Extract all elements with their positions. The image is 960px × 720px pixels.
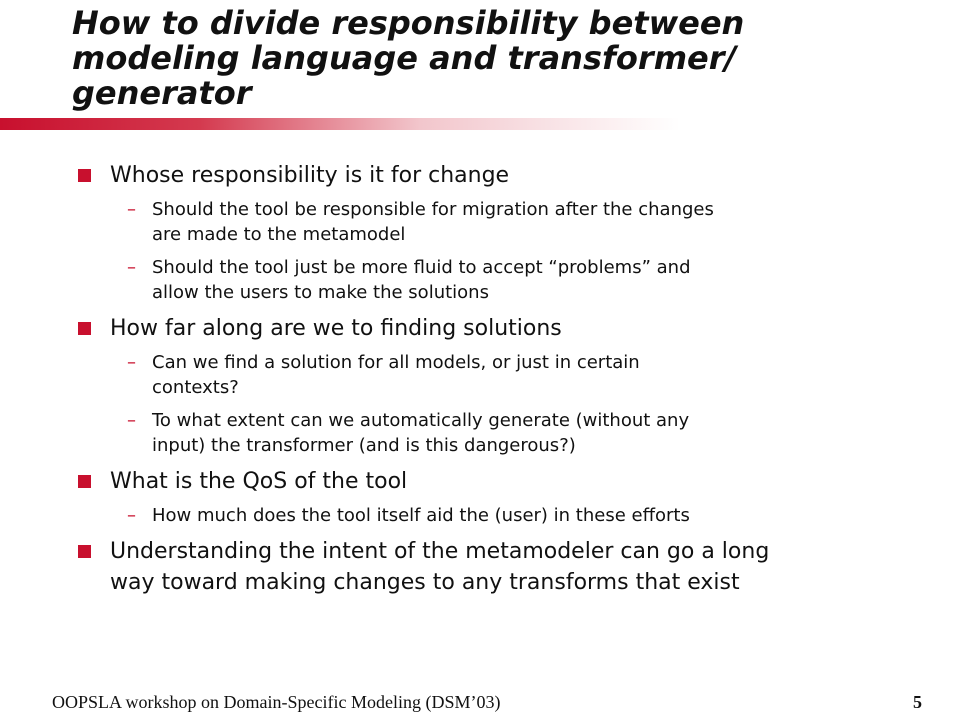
bullet-item <box>0 536 960 598</box>
bullet-list <box>0 160 960 604</box>
sub-bullet-item <box>0 408 960 458</box>
sub-bullet-text: allow the users to make the solutions <box>152 282 489 303</box>
bullet-text: Understanding the intent of the metamodeler can go a long <box>110 539 770 564</box>
sub-bullet-text: input) the transformer (and is this dangerous?) <box>152 435 576 456</box>
square-bullet-icon <box>78 475 91 488</box>
bullet-text: How far along are we to finding solutions <box>110 316 562 341</box>
bullet-item <box>0 313 960 344</box>
bullet-item <box>0 466 960 497</box>
square-bullet-icon <box>78 322 91 335</box>
square-bullet-icon <box>78 169 91 182</box>
sub-bullet-item <box>0 197 960 247</box>
sub-bullet-text: contexts? <box>152 377 239 398</box>
sub-bullet-text: are made to the metamodel <box>152 224 406 245</box>
sub-bullet-text: Should the tool be responsible for migration after the changes <box>152 199 714 220</box>
dash-bullet-icon: – <box>127 199 136 220</box>
slide-title <box>72 6 932 111</box>
sub-bullet-item <box>0 255 960 305</box>
bullet-text: What is the QoS of the tool <box>110 469 408 494</box>
dash-bullet-icon: – <box>127 505 136 526</box>
slide-title-line: modeling language and transformer/ <box>72 39 737 77</box>
bullet-text: Whose responsibility is it for change <box>110 163 510 188</box>
sub-bullet-text: How much does the tool itself aid the (user) in these efforts <box>152 505 690 526</box>
sub-bullet-item <box>0 350 960 400</box>
sub-bullet-item <box>0 503 960 528</box>
dash-bullet-icon: – <box>127 352 136 373</box>
slide-title-line: generator <box>72 74 252 112</box>
page-number: 5 <box>913 692 922 712</box>
title-underline-bar <box>0 118 960 130</box>
bullet-item <box>0 160 960 191</box>
sub-bullet-text: Should the tool just be more fluid to accept “problems” and <box>152 257 691 278</box>
square-bullet-icon <box>78 545 91 558</box>
bullet-text: way toward making changes to any transforms that exist <box>110 570 740 595</box>
dash-bullet-icon: – <box>127 257 136 278</box>
dash-bullet-icon: – <box>127 410 136 431</box>
footer-text: OOPSLA workshop on Domain-Specific Modeling (DSM’03) <box>52 692 501 712</box>
sub-bullet-text: Can we find a solution for all models, or just in certain <box>152 352 640 373</box>
slide-title-line: How to divide responsibility between <box>72 4 745 42</box>
sub-bullet-text: To what extent can we automatically generate (without any <box>152 410 690 431</box>
